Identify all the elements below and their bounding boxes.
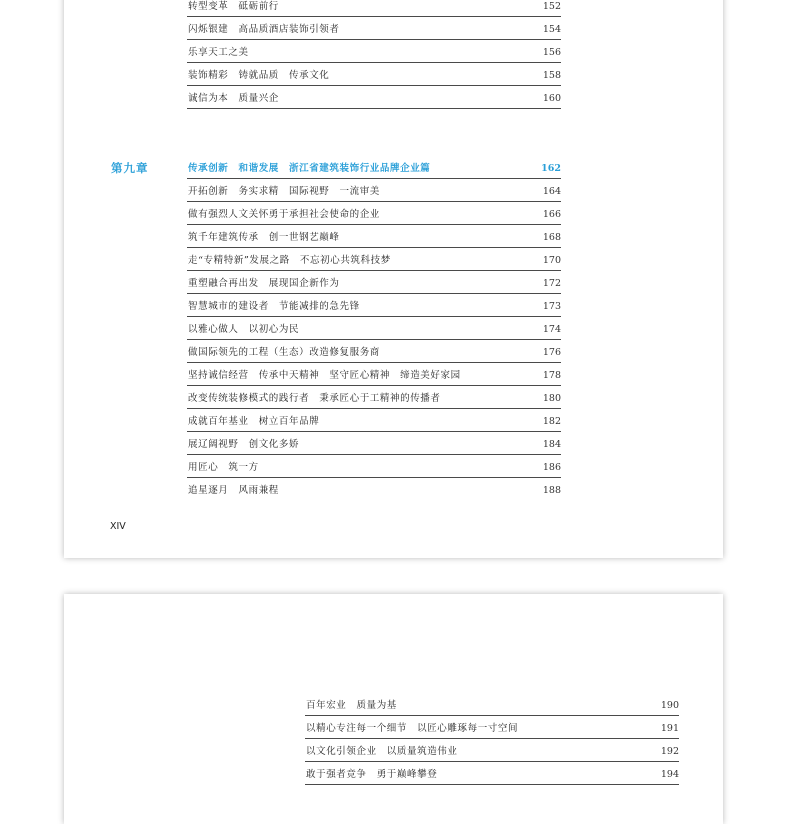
toc-entry[interactable] xyxy=(187,225,561,248)
chapter-number: 第九章 xyxy=(111,161,149,175)
toc-entry-title: 百年宏业 质量为基 xyxy=(306,700,397,711)
toc-entry-title: 改变传统装修模式的践行者 秉承匠心于工精神的传播者 xyxy=(188,393,441,404)
toc-entry[interactable] xyxy=(187,271,561,294)
toc-entry-page: 173 xyxy=(542,301,561,312)
toc-entry-page: 191 xyxy=(660,723,679,734)
toc-entry-title: 乐享天工之美 xyxy=(188,47,249,58)
toc-entry-title: 敢于强者竞争 勇于巅峰攀登 xyxy=(306,769,438,780)
toc-entry-page: 158 xyxy=(542,70,561,81)
toc-entry[interactable] xyxy=(187,432,561,455)
page-folio: XIV xyxy=(110,521,126,532)
toc-list-continued xyxy=(187,0,561,109)
toc-entry-page: 160 xyxy=(542,93,561,104)
toc-list xyxy=(305,693,679,785)
toc-entry-page: 170 xyxy=(542,255,561,266)
toc-entry-title: 智慧城市的建设者 节能减排的急先锋 xyxy=(188,301,360,312)
toc-entry[interactable] xyxy=(187,17,561,40)
toc-entry[interactable] xyxy=(187,179,561,202)
toc-entry-page: 186 xyxy=(542,462,561,473)
toc-entry[interactable] xyxy=(187,0,561,17)
toc-entry-page: 172 xyxy=(542,278,561,289)
toc-entry-page: 168 xyxy=(542,232,561,243)
toc-entry[interactable] xyxy=(187,478,561,500)
toc-entry-title: 成就百年基业 树立百年品牌 xyxy=(188,416,320,427)
toc-entry-page: 164 xyxy=(542,186,561,197)
toc-entry-title: 用匠心 筑一方 xyxy=(188,462,259,473)
toc-entry-page: 166 xyxy=(542,209,561,220)
toc-list-chapter-9 xyxy=(187,156,561,500)
toc-entry-title: 走“专精特新”发展之路 不忘初心共筑科技梦 xyxy=(188,255,391,266)
toc-entry[interactable] xyxy=(187,409,561,432)
toc-entry-title: 开拓创新 务实求精 国际视野 一流审美 xyxy=(188,186,380,197)
toc-entry[interactable] xyxy=(187,40,561,63)
toc-entry[interactable] xyxy=(187,340,561,363)
toc-entry[interactable] xyxy=(187,63,561,86)
toc-entry-page: 174 xyxy=(542,324,561,335)
toc-entry[interactable] xyxy=(187,363,561,386)
toc-entry-title: 重塑融合再出发 展现国企新作为 xyxy=(188,278,340,289)
toc-entry-page: 182 xyxy=(542,416,561,427)
toc-entry[interactable] xyxy=(305,762,679,785)
chapter-page: 162 xyxy=(541,163,561,174)
toc-entry[interactable] xyxy=(187,294,561,317)
chapter-heading-entry[interactable] xyxy=(187,156,561,179)
toc-entry-page: 156 xyxy=(542,47,561,58)
toc-entry-title: 诚信为本 质量兴企 xyxy=(188,93,279,104)
toc-entry[interactable] xyxy=(305,739,679,762)
toc-entry-page: 154 xyxy=(542,24,561,35)
toc-entry-title: 追星逐月 风雨兼程 xyxy=(188,485,279,496)
chapter-title: 传承创新 和谐发展 浙江省建筑装饰行业品牌企业篇 xyxy=(188,163,431,174)
book-page-upper xyxy=(64,0,723,558)
toc-entry-page: 184 xyxy=(542,439,561,450)
toc-entry-title: 展辽阔视野 创文化多娇 xyxy=(188,439,300,450)
toc-entry-title: 装饰精彩 铸就品质 传承文化 xyxy=(188,70,330,81)
toc-entry-page: 180 xyxy=(542,393,561,404)
toc-entry[interactable] xyxy=(305,693,679,716)
toc-entry-title: 坚持诚信经营 传承中天精神 坚守匠心精神 缔造美好家园 xyxy=(188,370,461,381)
toc-entry-page: 190 xyxy=(660,700,679,711)
toc-entry-title: 以精心专注每一个细节 以匠心雕琢每一寸空间 xyxy=(306,723,519,734)
toc-entry-page: 176 xyxy=(542,347,561,358)
toc-entry[interactable] xyxy=(187,86,561,109)
toc-entry-page: 192 xyxy=(660,746,679,757)
toc-entry-title: 转型变革 砥砺前行 xyxy=(188,1,279,12)
toc-entry[interactable] xyxy=(187,455,561,478)
toc-entry-title: 筑千年建筑传承 创一世钢艺巅峰 xyxy=(188,232,340,243)
toc-entry-page: 152 xyxy=(542,1,561,12)
toc-entry[interactable] xyxy=(187,317,561,340)
toc-entry[interactable] xyxy=(187,202,561,225)
toc-entry[interactable] xyxy=(187,248,561,271)
toc-entry[interactable] xyxy=(187,386,561,409)
toc-entry-title: 以雅心做人 以初心为民 xyxy=(188,324,300,335)
toc-entry-title: 做有强烈人文关怀勇于承担社会使命的企业 xyxy=(188,209,380,220)
toc-entry-page: 188 xyxy=(542,485,561,496)
toc-entry-title: 做国际领先的工程（生态）改造修复服务商 xyxy=(188,347,380,358)
toc-entry-page: 178 xyxy=(542,370,561,381)
toc-entry-title: 闪烁银建 高品质酒店装饰引领者 xyxy=(188,24,340,35)
toc-entry-title: 以文化引领企业 以质量筑造伟业 xyxy=(306,746,458,757)
toc-entry[interactable] xyxy=(305,716,679,739)
toc-entry-page: 194 xyxy=(660,769,679,780)
